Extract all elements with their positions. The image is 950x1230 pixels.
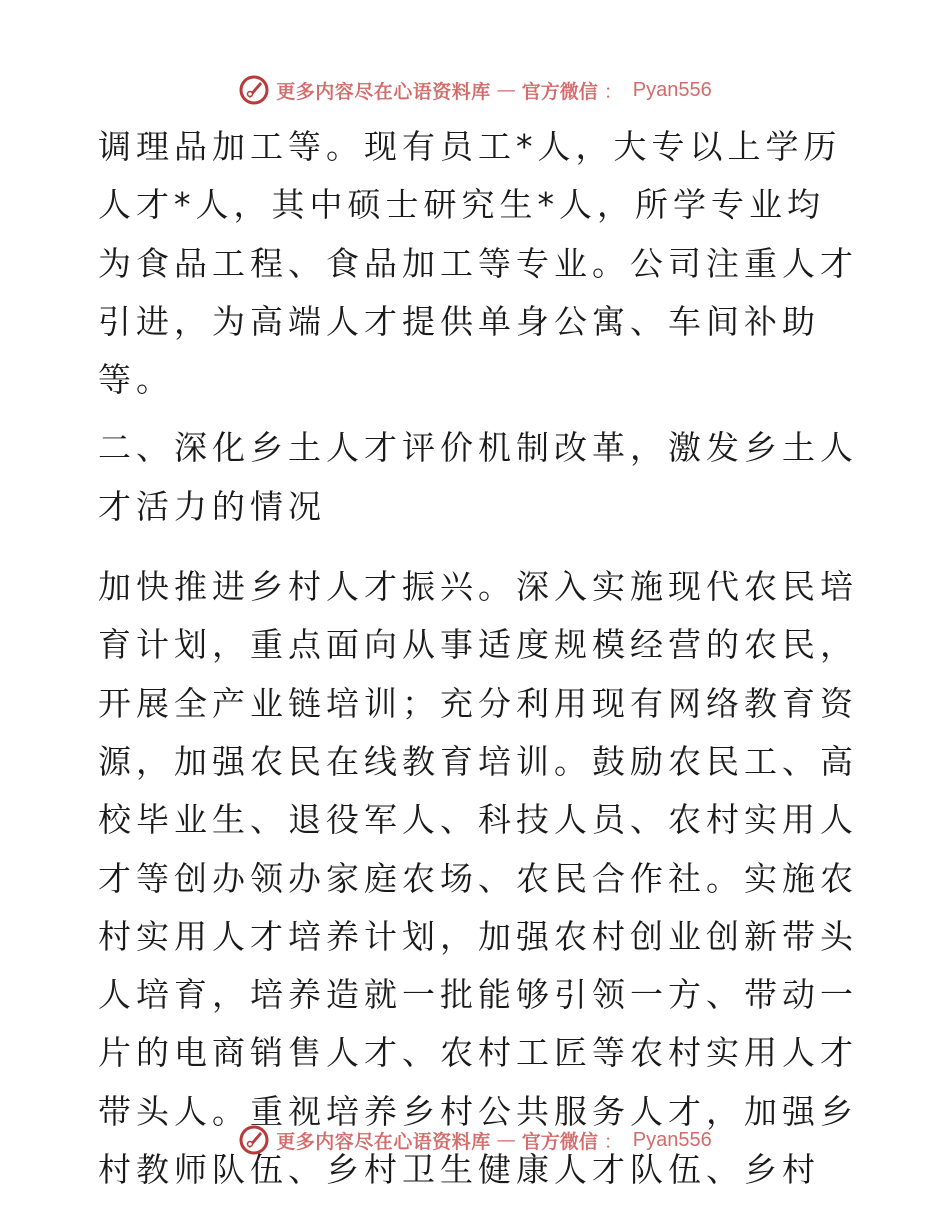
- paragraph-rural-talent: 加快推进乡村人才振兴。深入实施现代农民培育计划，重点面向从事适度规模经营的农民，开展全产业链培训；充分利用现有网络教育资源，加强农民在线教育培训。鼓励农民工、高校毕业生、退役军人、科技人员、农村实用人才等创办领办家庭农场、农民合作社。实施农村实用人才培养计划，加强农村创业创新带头人培育，培养造就一批能够引领一方、带动一片的电商销售人才、农村工匠等农村实用人才带头人。重视培养乡村公共服务人才，加强乡村教师队伍、乡村卫生健康人才队伍、乡村: [98, 567, 858, 1190]
- banner-separator: —: [496, 79, 516, 101]
- footer-watermark-banner: [0, 1120, 950, 1160]
- banner-wechat-id: Pyan556: [632, 1128, 712, 1151]
- banner-separator: —: [496, 1129, 516, 1151]
- banner-colon: ：: [603, 1130, 623, 1153]
- section-heading-2: 二、深化乡土人才评价机制改革，激发乡土人才活力的情况: [98, 428, 858, 526]
- banner-colon: ：: [603, 80, 623, 103]
- banner-slogan: 更多内容尽在心语资料库: [276, 1130, 491, 1153]
- banner-slogan: 更多内容尽在心语资料库: [276, 80, 491, 103]
- banner-wechat-label: 官方微信: [521, 80, 598, 103]
- header-watermark-banner: [0, 70, 950, 110]
- banner-wechat-label: 官方微信: [521, 1130, 598, 1153]
- paragraph-staff-intro: 调理品加工等。现有员工*人，大专以上学历人才*人，其中硕士研究生*人，所学专业均为食品工程、食品加工等专业。公司注重人才引进，为高端人才提供单身公寓、车间补助等。: [98, 127, 858, 400]
- document-body: [98, 118, 858, 1199]
- quill-logo-icon: [238, 74, 270, 106]
- banner-wechat-id: Pyan556: [632, 78, 712, 101]
- quill-logo-icon: [238, 1124, 270, 1156]
